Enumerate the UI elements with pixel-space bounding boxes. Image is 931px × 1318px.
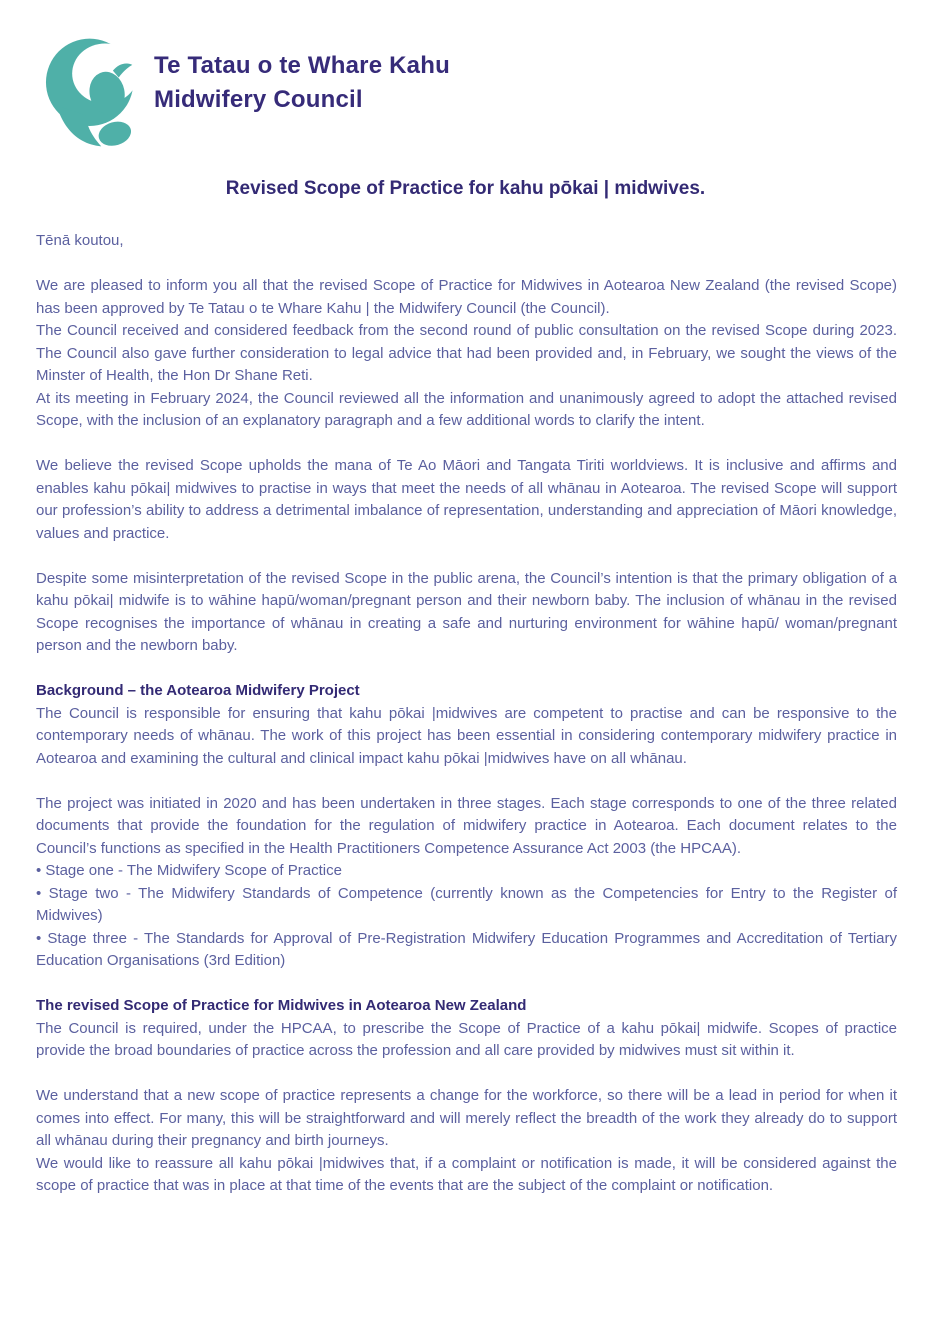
paragraph: We are pleased to inform you all that the revised Scope of Practice for Midwives in Aotearoa New Zealand (the revised Scope) has been approved by Te Tatau o te Whare Kahu | the Midwifery Council (the Council). [36,277,897,317]
letterhead [0,0,931,151]
organisation-name-line2: Midwifery Council [154,86,363,113]
paragraph: The project was initiated in 2020 and has been undertaken in three stages. Each stage corresponds to one of the three related documents that provide the foundation for the regulation of midwifery practice in Aotearoa. Each document relates to the Council’s functions as specified in the Health Practitioners Competence Assurance Act 2003 (the HPCAA). [36,794,897,857]
section-heading-background: Background – the Aotearoa Midwifery Project [36,682,360,699]
paragraph: We believe the revised Scope upholds the mana of Te Ao Māori and Tangata Tiriti worldviews. It is inclusive and affirms and enables kahu pōkai| midwives to practise in ways that meet the needs of all whānau in Aotearoa. The revised Scope will support our profession’s ability to address a detrimental imbalance of representation, understanding and appreciation of Māori knowledge, values and practice. [36,457,897,542]
section-heading-revised-scope: The revised Scope of Practice for Midwives in Aotearoa New Zealand [36,997,527,1014]
paragraph: At its meeting in February 2024, the Council reviewed all the information and unanimously agreed to adopt the attached revised Scope, with the inclusion of an explanatory paragraph and a few additional words to clarify the intent. [36,389,897,429]
organisation-name-line1: Te Tatau o te Whare Kahu [154,52,450,79]
paragraph: We would like to reassure all kahu pōkai |midwives that, if a complaint or notification is made, it will be considered against the scope of practice that was in place at that time of the events that are the subject of the complaint or notification. [36,1154,897,1194]
organisation-name [154,49,450,117]
paragraph: The Council is responsible for ensuring that kahu pōkai |midwives are competent to practise and can be responsive to the contemporary needs of whānau. The work of this project has been essential in considering contemporary midwifery practice in Aotearoa and examining the cultural and clinical impact kahu pōkai |midwives have on all whānau. [36,704,897,767]
bullet-item: • Stage one - The Midwifery Scope of Practice [36,862,342,879]
bullet-item: • Stage two - The Midwifery Standards of Competence (currently known as the Competencies for Entry to the Register of Midwives) [36,884,897,924]
greeting: Tēnā koutou, [36,232,124,249]
document-title: Revised Scope of Practice for kahu pōkai | midwives. [225,178,706,199]
koru-mother-baby-icon [45,33,142,151]
paragraph: The Council is required, under the HPCAA, to prescribe the Scope of Practice of a kahu pōkai| midwife. Scopes of practice provide the broad boundaries of practice across the profession and all care provided by midwives must sit within it. [36,1019,897,1059]
paragraph: The Council received and considered feedback from the second round of public consultation on the revised Scope during 2023. The Council also gave further consideration to legal advice that had been provided and, in February, we sought the views of the Minster of Health, the Hon Dr Shane Reti. [36,322,897,384]
paragraph: We understand that a new scope of practice represents a change for the workforce, so there will be a lead in period for when it comes into effect. For many, this will be straightforward and will merely reflect the breadth of the work they already do to support all whānau during their pregnancy and birth journeys. [36,1087,897,1149]
bullet-item: • Stage three - The Standards for Approval of Pre-Registration Midwifery Education Programmes and Accreditation of Tertiary Education Organisations (3rd Edition) [36,929,897,969]
letter-body [0,230,931,1198]
paragraph: Despite some misinterpretation of the revised Scope in the public arena, the Council’s intention is that the primary obligation of a kahu pōkai| midwife is to wāhine hapū/woman/pregnant person and their newborn baby. The inclusion of whānau in the revised Scope recognises the importance of whānau in creating a safe and nurturing environment for wāhine hapū/ woman/pregnant person and the newborn baby. [36,569,897,654]
